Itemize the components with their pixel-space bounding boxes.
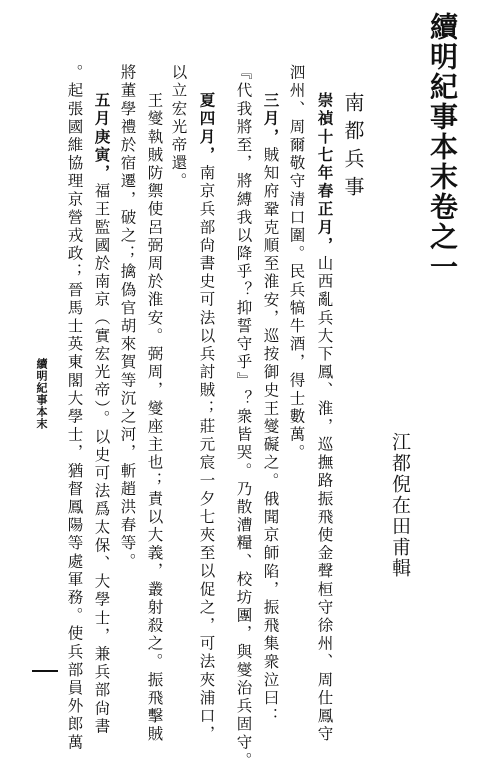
text-column-1 — [316, 92, 333, 744]
text-line: 南京兵部尙書史可法以兵討賊；莊元宸一夕七夾至以促之，可法夾浦口， — [197, 164, 216, 744]
section-heading: 南都兵事 — [341, 92, 365, 204]
book-title: 續明紀事本末卷之一 — [426, 12, 459, 282]
page-number — [32, 670, 58, 672]
text-column-6 — [170, 64, 186, 191]
text-column-10 — [66, 64, 82, 752]
text-column-9 — [93, 92, 110, 736]
text-column-2 — [288, 64, 304, 462]
text-line: 。起張國維協理京營戎政；晉馬士英東閣大學士，猶督鳳陽等處軍務。使兵部員外郎萬 — [65, 64, 84, 752]
author-credit: 江都倪在田甫輯 — [389, 432, 411, 579]
text-line: 泗州、周爾敬守清口圍。民兵犒牛酒，得士數萬。 — [287, 64, 306, 463]
text-column-5 — [198, 92, 215, 744]
date-lead: 崇禎十七年春正月， — [315, 92, 335, 255]
text-line: 以立宏光帝還。 — [169, 64, 188, 191]
text-line: 賊知府鞏克順至淮安，巡按御史王燮礙之。俄聞京師陷，振飛集衆泣曰： — [261, 146, 280, 726]
text-line: 將董學禮於宿遷，破之；擒偽官胡來賀等沉之河，斬趙洪春等。 — [118, 64, 137, 571]
text-line: 『代我將至，將縛我以降乎？抑誓守乎』？衆皆哭。乃散漕糧、校坊團，與燮治兵固守。 — [234, 64, 253, 770]
text-column-7 — [146, 92, 162, 744]
text-line: 福王監國於南京（實宏光帝）。以史可法爲太保、大學士，兼兵部尙書 — [92, 182, 111, 736]
text-column-3 — [262, 92, 279, 726]
text-line: 王燮執賊防禦使呂弼周於淮安。弼周，燮座主也；責以大義，叢射殺之。振飛擊賊 — [145, 92, 164, 744]
date-lead: 五月庚寅， — [92, 92, 112, 183]
margin-running-title: 續明紀事本末 — [35, 358, 48, 430]
text-column-4 — [235, 64, 251, 770]
text-line: 山西亂兵大下鳳、淮，巡撫路振飛使金聲桓守徐州、周仕鳳守 — [315, 254, 334, 744]
date-lead: 三月， — [261, 92, 281, 147]
text-column-8 — [119, 64, 135, 571]
date-lead: 夏四月， — [197, 92, 217, 165]
